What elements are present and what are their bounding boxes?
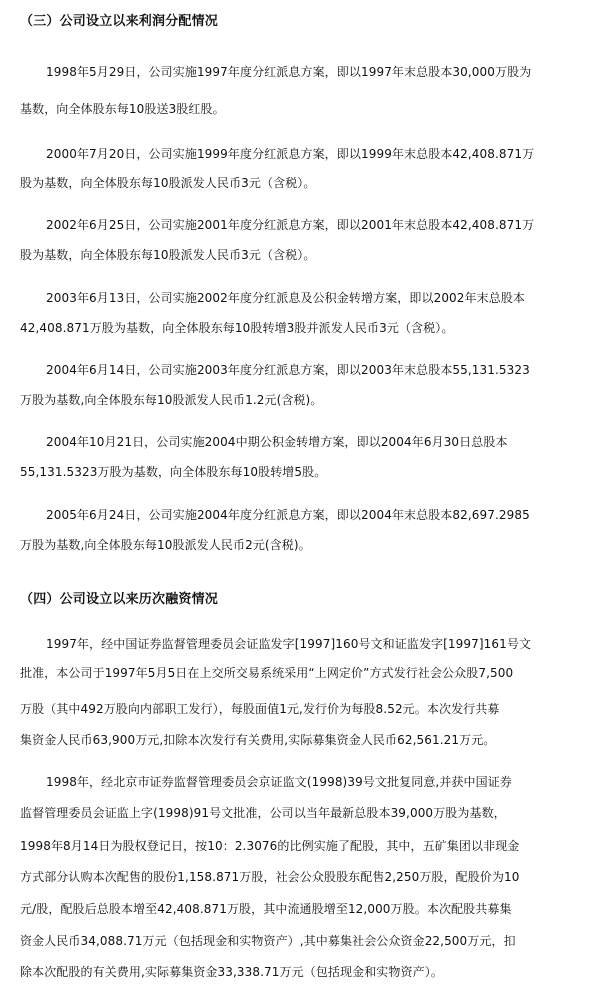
s4-p1-line2: 批准，本公司于1997年5月5日在上交所交易系统采用“上网定价”方式发行社会公众股7,500 <box>20 666 514 680</box>
s4-p1-line4: 集资金人民币63,900万元,扣除本次发行有关费用,实际募集资金人民币62,561.21万元。 <box>20 733 496 747</box>
s3-p1-line2: 基数，向全体股东每10股送3股红股。 <box>20 102 225 116</box>
s3-p7-line1: 2005年6月24日，公司实施2004年度分红派息方案，即以2004年末总股本82,697.2985 <box>46 508 530 522</box>
section-3-heading: （三）公司设立以来利润分配情况 <box>20 14 219 29</box>
s4-p2-line3: 1998年8月14日为股权登记日，按10：2.3076的比例实施了配股，其中，五矿集团以非现金 <box>20 839 520 853</box>
s4-p2-line2: 监督管理委员会证监上字(1998)91号文批准，公司以当年最新总股本39,000万股为基数， <box>20 806 506 820</box>
s3-p2-line2: 股为基数，向全体股东每10股派发人民币3元（含税）。 <box>20 176 316 190</box>
s4-p2-line1: 1998年，经北京市证券监督管理委员会京证监文(1998)39号文批复同意,并获中国证券 <box>46 775 512 789</box>
s3-p6-line2: 55,131.5323万股为基数，向全体股东每10股转增5股。 <box>20 465 327 479</box>
s4-p1-line3: 万股（其中492万股向内部职工发行），每股面值1元,发行价为每股8.52元。本次发行共募 <box>20 702 500 716</box>
s3-p3-line1: 2002年6月25日，公司实施2001年度分红派息方案，即以2001年末总股本42,408.871万 <box>46 218 535 232</box>
s3-p3-line2: 股为基数，向全体股东每10股派发人民币3元（含税）。 <box>20 248 316 262</box>
s3-p4-line2: 42,408.871万股为基数，向全体股东每10股转增3股并派发人民币3元（含税）。 <box>20 321 454 335</box>
s4-p2-line6: 资金人民币34,088.71万元（包括现金和实物资产）,其中募集社会公众资金22,500万元，扣 <box>20 934 516 948</box>
section-4-heading: （四）公司设立以来历次融资情况 <box>20 592 219 607</box>
s3-p6-line1: 2004年10月21日，公司实施2004中期公积金转增方案，即以2004年6月30日总股本 <box>46 435 508 449</box>
s4-p1-line1: 1997年，经中国证券监督管理委员会证监发字[1997]160号文和证监发字[1997]161号文 <box>46 637 532 651</box>
s3-p1-line1: 1998年5月29日，公司实施1997年度分红派息方案，即以1997年末总股本30,000万股为 <box>46 65 532 79</box>
s4-p2-line5: 元/股，配股后总股本增至42,408.871万股，其中流通股增至12,000万股。本次配股共募集 <box>20 902 512 916</box>
s3-p5-line1: 2004年6月14日，公司实施2003年度分红派息方案，即以2003年末总股本55,131.5323 <box>46 363 530 377</box>
s3-p7-line2: 万股为基数,向全体股东每10股派发人民币2元(含税)。 <box>20 538 311 552</box>
s3-p5-line2: 万股为基数,向全体股东每10股派发人民币1.2元(含税)。 <box>20 393 323 407</box>
s4-p2-line7: 除本次配股的有关费用,实际募集资金33,338.71万元（包括现金和实物资产）。 <box>20 965 443 979</box>
s3-p4-line1: 2003年6月13日，公司实施2002年度分红派息及公积金转增方案，即以2002年末总股本 <box>46 291 526 305</box>
s3-p2-line1: 2000年7月20日，公司实施1999年度分红派息方案，即以1999年末总股本42,408.871万 <box>46 147 535 161</box>
s4-p2-line4: 方式部分认购本次配售的股份1,158.871万股，社会公众股股东配售2,250万股，配股价为10 <box>20 870 520 884</box>
